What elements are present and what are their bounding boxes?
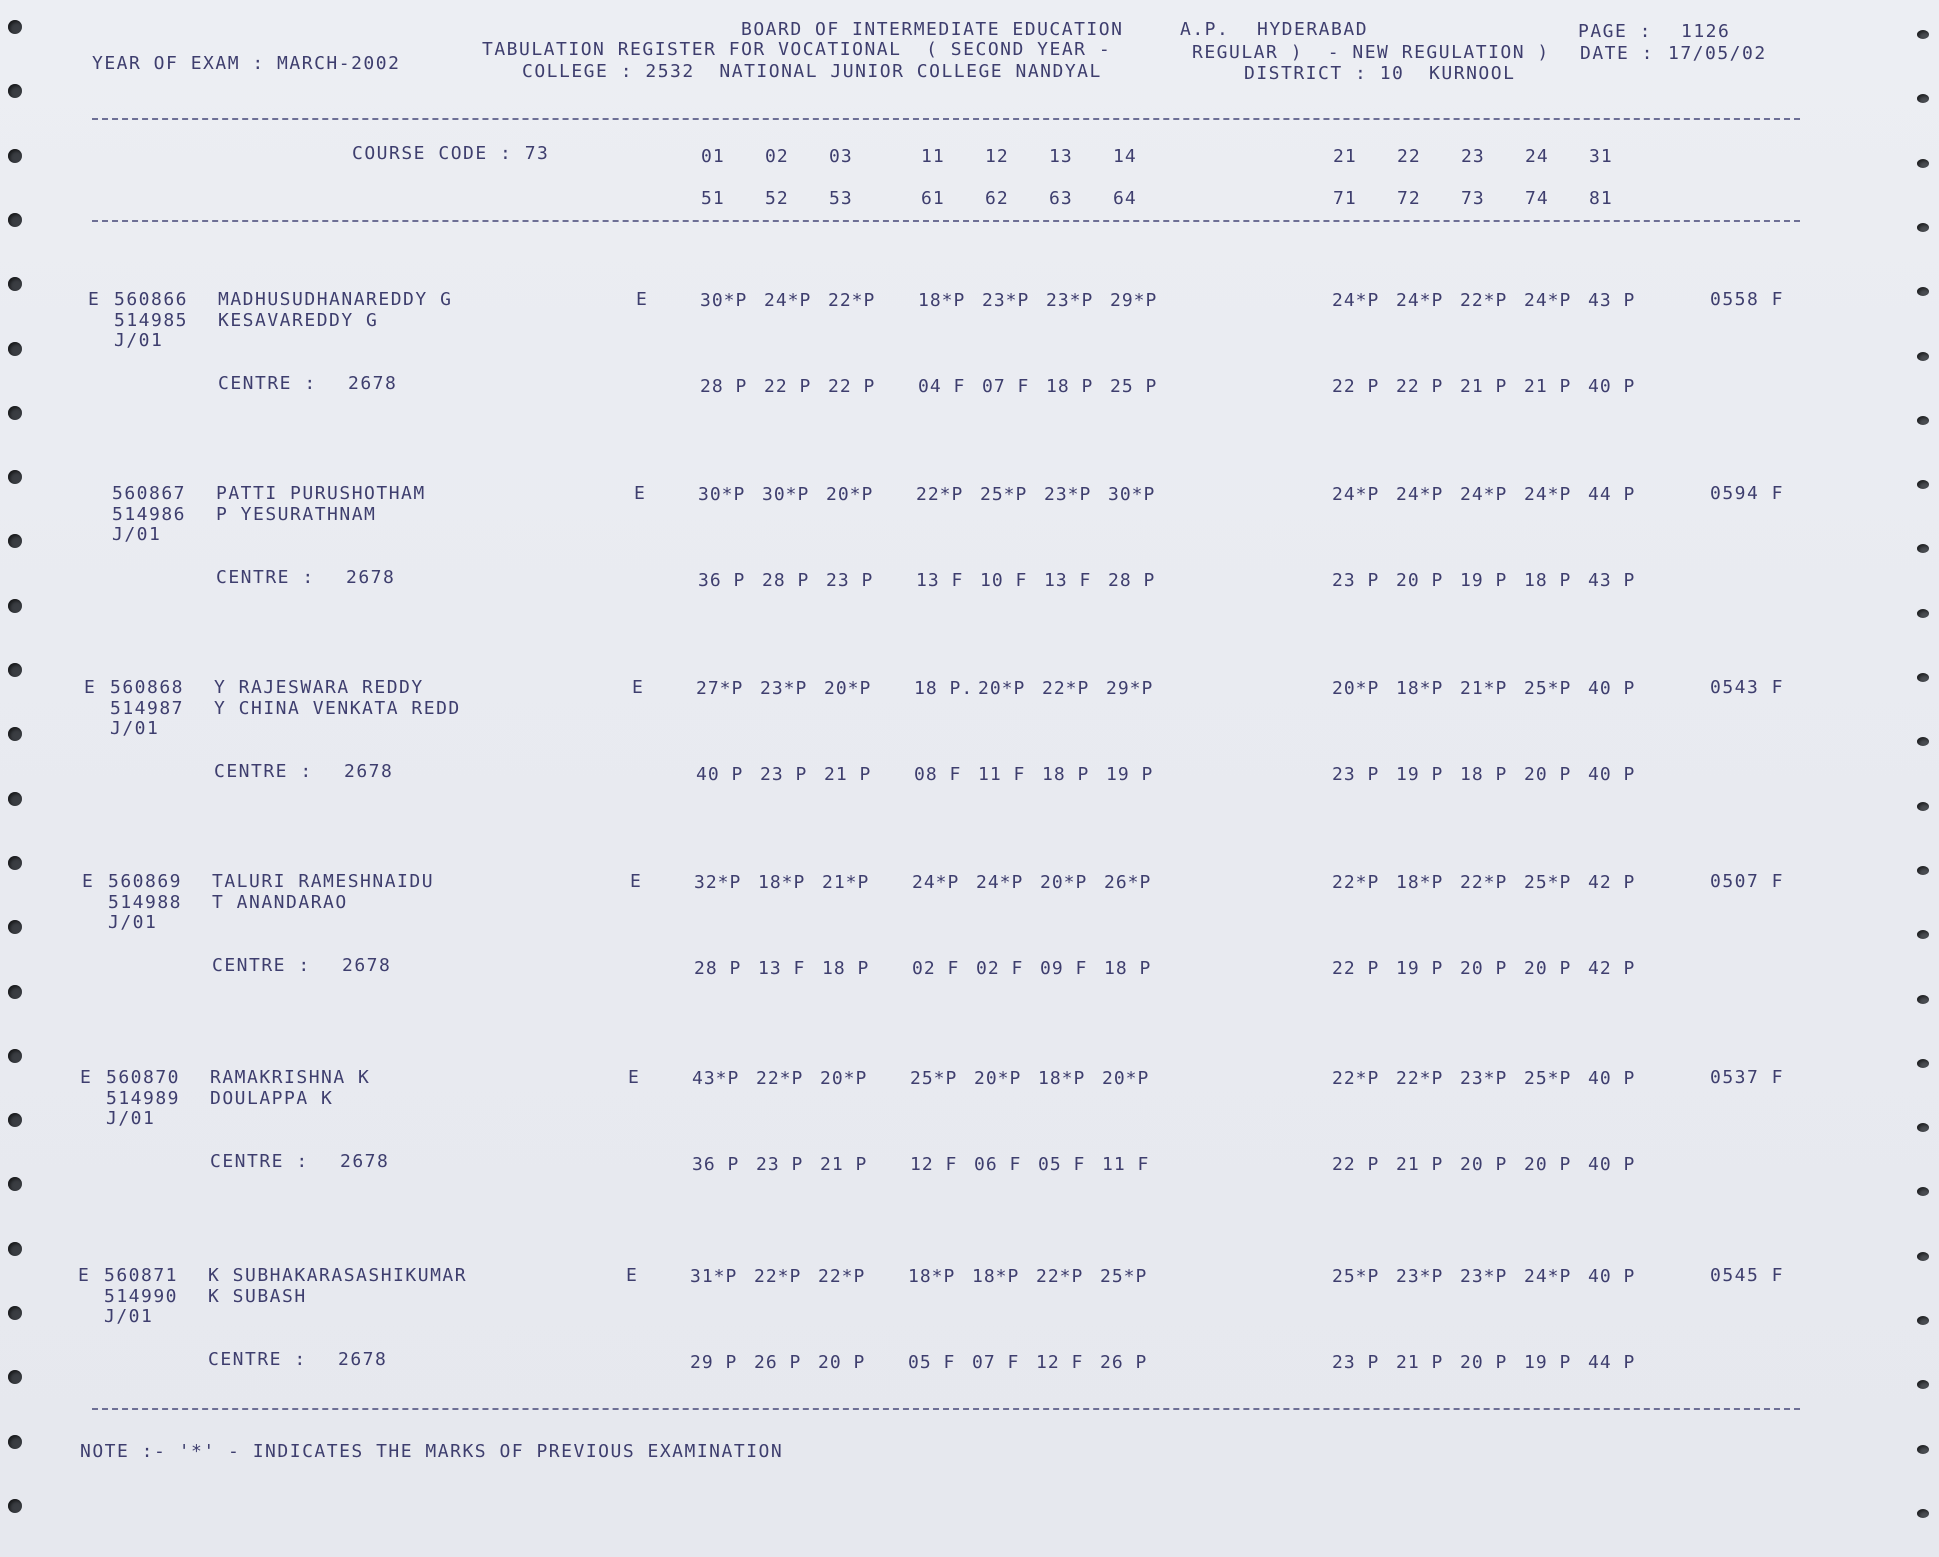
mark: 22 P [1396,376,1444,397]
centre-code: 2678 [338,1349,388,1370]
mark: 02 F [976,958,1024,979]
student-name: MADHUSUDHANAREDDY G [218,289,453,310]
feed-hole [1917,159,1929,168]
feed-hole [1917,1509,1929,1518]
mark: 24*P [976,872,1024,893]
mark: 18*P [1396,678,1444,699]
mark: 27*P [696,678,744,699]
student-name: PATTI PURUSHOTHAM [216,483,426,504]
mark: 20*P [1102,1068,1150,1089]
feed-hole [8,342,22,356]
feed-hole [8,406,22,420]
subject-code: 73 [1461,188,1485,209]
mark: 22 P [828,376,876,397]
medium: E [636,289,649,310]
register-number: 514989 [106,1088,181,1109]
mark: 22 P [1332,376,1380,397]
mark: 20*P [1332,678,1380,699]
mark: 11 F [1102,1154,1150,1175]
feed-hole [1917,94,1929,103]
mark: 36 P [698,570,746,591]
divider [92,118,1800,120]
mark: 10 F [980,570,1028,591]
mark: 21 P [1460,376,1508,397]
mark: 29*P [1110,290,1158,311]
mark: 21*P [1460,678,1508,699]
mark: 23 P [826,570,874,591]
register-title: TABULATION REGISTER FOR VOCATIONAL ( SECOND YEAR - [482,39,1112,60]
centre-code: 2678 [342,955,392,976]
mark: 28 P [694,958,742,979]
mark: 43 P [1588,570,1636,591]
subject-code: 61 [921,188,945,209]
subject-code: 12 [985,146,1009,167]
group-code: J/01 [106,1108,156,1129]
footnote: NOTE :- '*' - INDICATES THE MARKS OF PREVIOUS EXAMINATION [80,1441,784,1462]
subject-code: 72 [1397,188,1421,209]
subject-code: 63 [1049,188,1073,209]
hall-ticket-prefix: E [82,871,95,892]
total-result: 0545 F [1710,1265,1785,1286]
mark: 19 P [1396,764,1444,785]
mark: 21 P [1396,1154,1444,1175]
mark: 19 P [1524,1352,1572,1373]
feed-hole [8,84,22,98]
mark: 23*P [1460,1266,1508,1287]
mark: 12 F [910,1154,958,1175]
subject-code: 14 [1113,146,1137,167]
register-number: 514987 [110,698,185,719]
mark: 30*P [698,484,746,505]
mark: 22*P [1332,872,1380,893]
father-name: KESAVAREDDY G [218,310,379,331]
mark: 11 F [978,764,1026,785]
college-label: COLLEGE : 2532 NATIONAL JUNIOR COLLEGE NANDYAL [522,61,1102,82]
father-name: Y CHINA VENKATA REDD [214,698,461,719]
centre-label: CENTRE : [212,955,311,976]
mark: 18*P [758,872,806,893]
feed-hole [8,277,22,291]
mark: 05 F [908,1352,956,1373]
feed-hole [8,1499,22,1513]
mark: 30*P [1108,484,1156,505]
mark: 23*P [1046,290,1094,311]
mark: 18*P [972,1266,1020,1287]
group-code: J/01 [108,912,158,933]
date-label: DATE : [1580,43,1655,64]
mark: 29*P [1106,678,1154,699]
mark: 18 P [1042,764,1090,785]
mark: 29 P [690,1352,738,1373]
city-label: HYDERABAD [1257,19,1369,40]
student-name: RAMAKRISHNA K [210,1067,371,1088]
feed-hole [1917,609,1929,618]
mark: 42 P [1588,958,1636,979]
mark: 22*P [1396,1068,1444,1089]
mark: 40 P [1588,1068,1636,1089]
mark: 20 P [1524,1154,1572,1175]
feed-hole [8,1177,22,1191]
group-code: J/01 [110,718,160,739]
mark: 23*P [1396,1266,1444,1287]
mark: 23*P [982,290,1030,311]
mark: 24*P [1396,290,1444,311]
centre-label: CENTRE : [208,1349,307,1370]
mark: 22 P [1332,958,1380,979]
total-result: 0594 F [1710,483,1785,504]
mark: 21*P [822,872,870,893]
feed-hole [8,1435,22,1449]
feed-hole [8,534,22,548]
mark: 20*P [978,678,1026,699]
hall-ticket-prefix: E [80,1067,93,1088]
feed-hole [1917,995,1929,1004]
subject-code: 64 [1113,188,1137,209]
feed-hole [1917,866,1929,875]
hall-ticket-number: 560869 [108,871,183,892]
medium: E [628,1067,641,1088]
register-number: 514990 [104,1286,179,1307]
mark: 18*P [1396,872,1444,893]
mark: 25*P [1332,1266,1380,1287]
mark: 24*P [1332,290,1380,311]
mark: 28 P [1108,570,1156,591]
mark: 22*P [1460,872,1508,893]
feed-hole [8,1242,22,1256]
mark: 31*P [690,1266,738,1287]
tractor-feed-holes-right [1909,0,1939,1557]
mark: 05 F [1038,1154,1086,1175]
feed-hole [8,792,22,806]
subject-code: 11 [921,146,945,167]
mark: 20*P [826,484,874,505]
mark: 40 P [1588,376,1636,397]
medium: E [634,483,647,504]
feed-hole [8,1113,22,1127]
mark: 18 P. [914,678,974,699]
medium: E [630,871,643,892]
mark: 09 F [1040,958,1088,979]
mark: 13 F [758,958,806,979]
total-result: 0507 F [1710,871,1785,892]
mark: 22*P [828,290,876,311]
mark: 23 P [756,1154,804,1175]
mark: 06 F [974,1154,1022,1175]
feed-hole [1917,30,1929,39]
medium: E [626,1265,639,1286]
subject-code: 23 [1461,146,1485,167]
mark: 24*P [1396,484,1444,505]
hall-ticket-number: 560871 [104,1265,179,1286]
hall-ticket-number: 560870 [106,1067,181,1088]
mark: 20 P [818,1352,866,1373]
subject-code: 71 [1333,188,1357,209]
group-code: J/01 [112,524,162,545]
mark: 20 P [1524,958,1572,979]
feed-hole [8,1370,22,1384]
mark: 20*P [824,678,872,699]
state-label: A.P. [1180,19,1230,40]
mark: 24*P [764,290,812,311]
mark: 19 P [1396,958,1444,979]
subject-code: 22 [1397,146,1421,167]
hall-ticket-number: 560867 [112,483,187,504]
mark: 40 P [1588,764,1636,785]
register-number: 514988 [108,892,183,913]
medium: E [632,677,645,698]
mark: 02 F [912,958,960,979]
mark: 21 P [824,764,872,785]
mark: 23 P [1332,1352,1380,1373]
subject-code: 74 [1525,188,1549,209]
mark: 24*P [1524,290,1572,311]
feed-hole [1917,802,1929,811]
feed-hole [1917,1252,1929,1261]
mark: 25*P [1524,1068,1572,1089]
centre-label: CENTRE : [214,761,313,782]
mark: 20 P [1460,1352,1508,1373]
centre-code: 2678 [340,1151,390,1172]
mark: 13 F [1044,570,1092,591]
feed-hole [8,213,22,227]
hall-ticket-prefix: E [78,1265,91,1286]
student-name: Y RAJESWARA REDDY [214,677,424,698]
mark: 30*P [700,290,748,311]
mark: 13 F [916,570,964,591]
mark: 30*P [762,484,810,505]
mark: 25*P [910,1068,958,1089]
father-name: DOULAPPA K [210,1088,334,1109]
mark: 24*P [1524,484,1572,505]
feed-hole [8,1306,22,1320]
feed-hole [8,920,22,934]
mark: 44 P [1588,1352,1636,1373]
mark: 22*P [754,1266,802,1287]
mark: 24*P [1332,484,1380,505]
mark: 24*P [912,872,960,893]
subject-code: 02 [765,146,789,167]
feed-hole [1917,1316,1929,1325]
group-code: J/01 [104,1306,154,1327]
mark: 18 P [1104,958,1152,979]
subject-code: 01 [701,146,725,167]
subject-code: 62 [985,188,1009,209]
mark: 18 P [822,958,870,979]
hall-ticket-prefix: E [88,289,101,310]
mark: 20 P [1460,958,1508,979]
mark: 18 P [1046,376,1094,397]
mark: 22*P [916,484,964,505]
mark: 23*P [1044,484,1092,505]
print-date: 17/05/02 [1668,43,1767,64]
subject-code: 13 [1049,146,1073,167]
mark: 04 F [918,376,966,397]
feed-hole [1917,737,1929,746]
subject-code: 31 [1589,146,1613,167]
divider [92,1408,1800,1410]
mark: 22*P [818,1266,866,1287]
year-of-exam: YEAR OF EXAM : MARCH-2002 [92,53,401,74]
mark: 18*P [918,290,966,311]
mark: 22*P [756,1068,804,1089]
subject-code: 24 [1525,146,1549,167]
father-name: K SUBASH [208,1286,307,1307]
mark: 25*P [1524,678,1572,699]
mark: 28 P [700,376,748,397]
mark: 22*P [1042,678,1090,699]
mark: 18*P [908,1266,956,1287]
mark: 08 F [914,764,962,785]
mark: 26 P [1100,1352,1148,1373]
feed-hole [1917,1123,1929,1132]
feed-hole [8,663,22,677]
feed-hole [8,599,22,613]
feed-hole [1917,544,1929,553]
mark: 25 P [1110,376,1158,397]
mark: 12 F [1036,1352,1084,1373]
mark: 43*P [692,1068,740,1089]
mark: 25*P [1524,872,1572,893]
feed-hole [1917,287,1929,296]
mark: 40 P [1588,1266,1636,1287]
feed-hole [1917,1059,1929,1068]
mark: 26 P [754,1352,802,1373]
register-number: 514986 [112,504,187,525]
mark: 40 P [696,764,744,785]
hall-ticket-number: 560868 [110,677,185,698]
mark: 20 P [1460,1154,1508,1175]
feed-hole [8,470,22,484]
feed-hole [1917,416,1929,425]
feed-hole [1917,930,1929,939]
subject-code: 03 [829,146,853,167]
mark: 26*P [1104,872,1152,893]
mark: 40 P [1588,678,1636,699]
mark: 28 P [762,570,810,591]
feed-hole [1917,1187,1929,1196]
mark: 23 P [1332,570,1380,591]
divider [92,220,1800,222]
centre-code: 2678 [348,373,398,394]
feed-hole [8,1049,22,1063]
mark: 20*P [1040,872,1088,893]
mark: 18*P [1038,1068,1086,1089]
mark: 44 P [1588,484,1636,505]
feed-hole [1917,673,1929,682]
feed-hole [1917,223,1929,232]
mark: 25*P [980,484,1028,505]
district-label: DISTRICT : 10 KURNOOL [1244,63,1516,84]
subject-code: 52 [765,188,789,209]
centre-label: CENTRE : [210,1151,309,1172]
mark: 21 P [1524,376,1572,397]
feed-hole [8,727,22,741]
mark: 42 P [1588,872,1636,893]
father-name: T ANANDARAO [212,892,348,913]
student-name: TALURI RAMESHNAIDU [212,871,435,892]
mark: 20*P [974,1068,1022,1089]
total-result: 0543 F [1710,677,1785,698]
hall-ticket-number: 560866 [114,289,189,310]
mark: 21 P [1396,1352,1444,1373]
page-label: PAGE : [1578,21,1653,42]
mark: 20 P [1524,764,1572,785]
centre-label: CENTRE : [218,373,317,394]
mark: 23*P [1460,1068,1508,1089]
centre-code: 2678 [346,567,396,588]
mark: 40 P [1588,1154,1636,1175]
mark: 19 P [1106,764,1154,785]
mark: 32*P [694,872,742,893]
register-number: 514985 [114,310,189,331]
group-code: J/01 [114,330,164,351]
mark: 21 P [820,1154,868,1175]
student-name: K SUBHAKARASASHIKUMAR [208,1265,468,1286]
mark: 22 P [1332,1154,1380,1175]
regulation-label: REGULAR ) - NEW REGULATION ) [1192,42,1550,63]
mark: 18 P [1460,764,1508,785]
mark: 20*P [820,1068,868,1089]
feed-hole [8,856,22,870]
feed-hole [1917,352,1929,361]
feed-hole [1917,1380,1929,1389]
feed-hole [8,985,22,999]
mark: 22 P [764,376,812,397]
mark: 22*P [1332,1068,1380,1089]
mark: 22*P [1036,1266,1084,1287]
centre-label: CENTRE : [216,567,315,588]
page-number: 1126 [1681,21,1731,42]
mark: 23 P [1332,764,1380,785]
tractor-feed-holes-left [0,0,30,1557]
subject-code: 21 [1333,146,1357,167]
mark: 20 P [1396,570,1444,591]
mark: 07 F [972,1352,1020,1373]
mark: 19 P [1460,570,1508,591]
mark: 36 P [692,1154,740,1175]
hall-ticket-prefix: E [84,677,97,698]
mark: 25*P [1100,1266,1148,1287]
board-title: BOARD OF INTERMEDIATE EDUCATION [741,19,1124,40]
subject-code: 51 [701,188,725,209]
mark: 07 F [982,376,1030,397]
feed-hole [8,149,22,163]
mark: 22*P [1460,290,1508,311]
feed-hole [1917,1445,1929,1454]
feed-hole [8,20,22,34]
mark: 43 P [1588,290,1636,311]
total-result: 0537 F [1710,1067,1785,1088]
father-name: P YESURATHNAM [216,504,377,525]
subject-code: 53 [829,188,853,209]
feed-hole [1917,480,1929,489]
mark: 23*P [760,678,808,699]
course-code: COURSE CODE : 73 [352,143,550,164]
mark: 24*P [1524,1266,1572,1287]
subject-code: 81 [1589,188,1613,209]
total-result: 0558 F [1710,289,1785,310]
mark: 23 P [760,764,808,785]
centre-code: 2678 [344,761,394,782]
mark: 24*P [1460,484,1508,505]
mark: 18 P [1524,570,1572,591]
